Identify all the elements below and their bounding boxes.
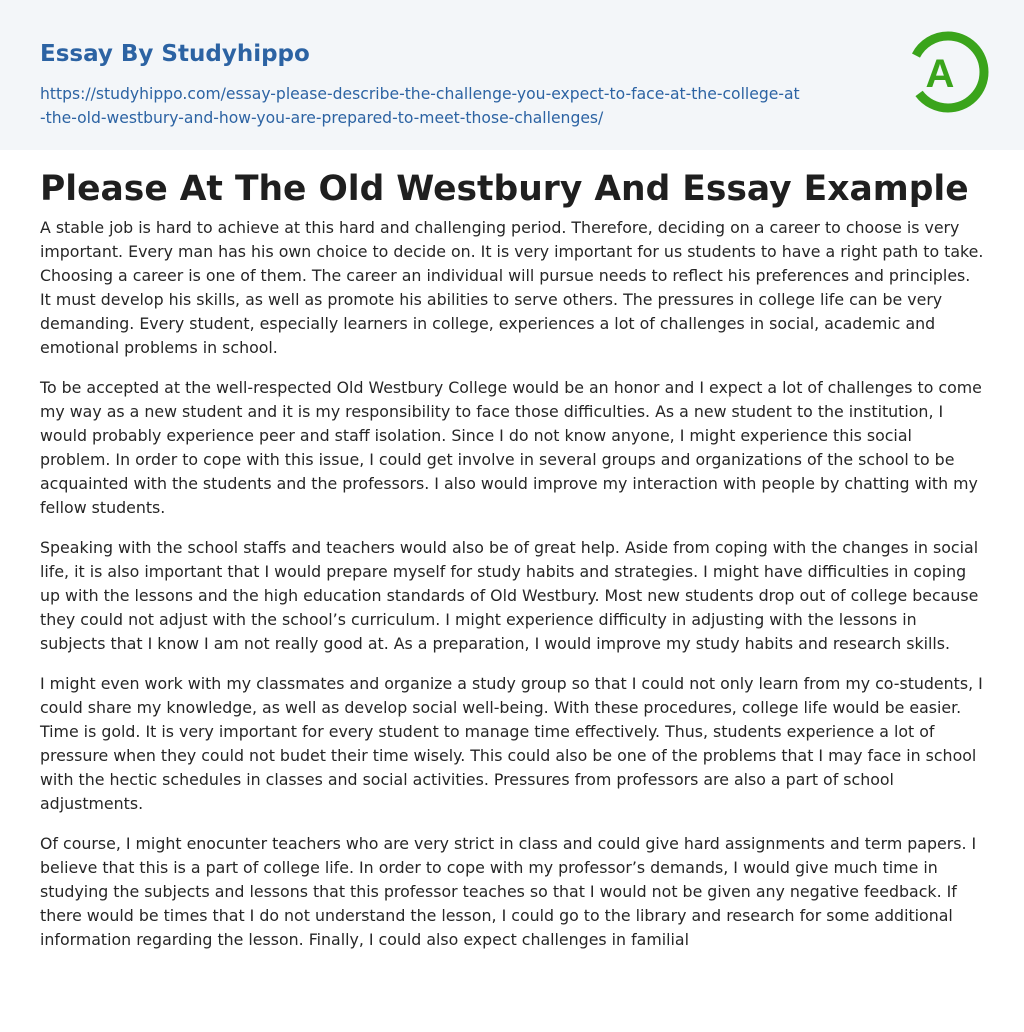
article-body (40, 168, 984, 968)
logo-letter: A (925, 52, 955, 96)
article-title: Please At The Old Westbury And Essay Example (40, 169, 969, 209)
article-paragraph: Of course, I might enocunter teachers who are very strict in class and could give hard assignments and term papers. I believe that this is a part of college life. In order to cope with my professor’s demands, I would give much time in studying the subjects and lessons that this professor teaches so that I would not be given any negative feedback. If there would be times that I do not understand the lesson, I could go to the library and research for some additional information regarding the lesson. Finally, I could also expect challenges in familial (40, 834, 977, 949)
site-header (0, 0, 1024, 150)
article-paragraph: I might even work with my classmates and organize a study group so that I could not only learn from my co-students, I could share my knowledge, as well as develop social well-being. With these procedures, college life would be easier. Time is gold. It is very important for every student to manage time effectively. Thus, students experience a lot of pressure when they could not budet their time wisely. This could also be one of the problems that I may face in school with the hectic schedules in classes and social activities. Pressures from professors are also a part of school adjustments. (40, 674, 983, 813)
article-paragraph: To be accepted at the well-respected Old Westbury College would be an honor and I expect a lot of challenges to come my way as a new student and it is my responsibility to face those difficulties. As a new student to the institution, I would probably experience peer and staff isolation. Since I do not know anyone, I might experience this social problem. In order to cope with this issue, I could get involve in several groups and organizations of the school to be acquainted with the students and the professors. I also would improve my interaction with people by chatting with my fellow students. (40, 378, 982, 517)
source-url-link[interactable]: https://studyhippo.com/essay-please-describe-the-challenge-you-expect-to-face-at-the-college-at-the-old-westbury-and-how-you-are-prepared-to-meet-those-challenges/ (40, 85, 800, 127)
studyhippo-logo-icon[interactable] (906, 28, 990, 116)
article-paragraph: A stable job is hard to achieve at this hard and challenging period. Therefore, deciding on a career to choose is very important. Every man has his own choice to decide on. It is very important for us students to have a right path to take. Choosing a career is one of them. The career an individual will pursue needs to reflect his preferences and principles. It must develop his skills, as well as promote his abilities to serve others. The pressures in college life can be very demanding. Every student, especially learners in college, experiences a lot of challenges in social, academic and emotional problems in school. (40, 218, 984, 357)
site-brand-title[interactable]: Essay By Studyhippo (40, 41, 310, 67)
article-paragraph: Speaking with the school staffs and teachers would also be of great help. Aside from coping with the changes in social life, it is also important that I would prepare myself for study habits and strategies. I might have difficulties in coping up with the lessons and the high education standards of Old Westbury. Most new students drop out of college because they could not adjust with the school’s curriculum. I might experience difficulty in adjusting with the lessons in subjects that I know I am not really good at. As a preparation, I would improve my study habits and research skills. (40, 538, 979, 653)
